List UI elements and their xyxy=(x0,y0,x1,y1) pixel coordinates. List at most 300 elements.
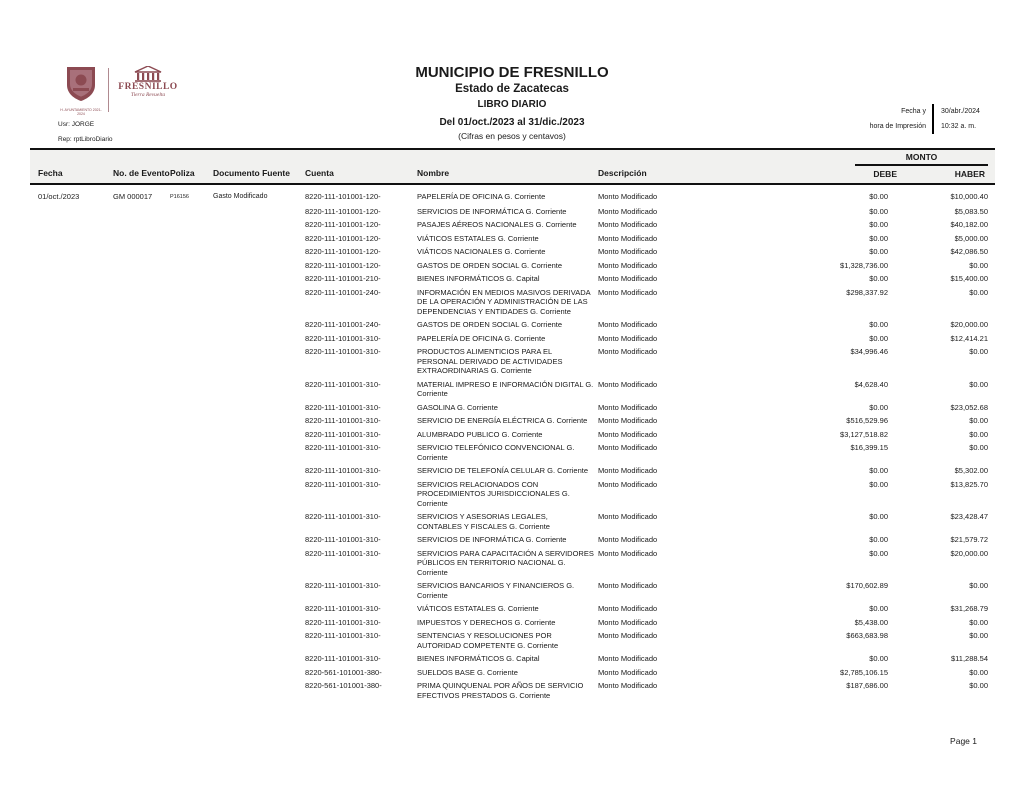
cell-cuenta: 8220-111-101001-310- xyxy=(305,548,381,558)
cell-poliza xyxy=(170,274,213,284)
table-row xyxy=(30,332,995,346)
print-label-line1: Fecha y xyxy=(901,108,926,115)
cell-cuenta: 8220-111-101001-310- xyxy=(305,535,381,544)
cell-fecha xyxy=(38,668,113,678)
cell-nombre: BIENES INFORMÁTICOS G. Capital xyxy=(417,654,540,663)
cell-fuente xyxy=(213,618,305,628)
cell-cuenta: 8220-111-101001-310- xyxy=(305,429,381,439)
cell-poliza xyxy=(170,604,213,614)
cell-cuenta: 8220-111-101001-310- xyxy=(305,654,381,663)
cell-poliza xyxy=(170,288,213,317)
cell-nombre: SUELDOS BASE G. Corriente xyxy=(417,667,518,677)
cell-nombre: SERVICIOS DE INFORMÁTICA G. Corriente xyxy=(417,535,567,544)
cell-fuente xyxy=(213,274,305,284)
cell-debe: $0.00 xyxy=(869,479,888,489)
cell-fuente: Gasto Modificado xyxy=(213,193,268,200)
table-row xyxy=(30,478,995,511)
cell-descripcion: Monto Modificado xyxy=(598,220,658,229)
cell-evento xyxy=(113,549,170,578)
cell-descripcion: Monto Modificado xyxy=(598,233,658,243)
cell-descripcion: Monto Modificado xyxy=(598,466,658,475)
cell-haber: $21,579.72 xyxy=(950,535,988,544)
cell-nombre: SERVICIOS DE INFORMÁTICA G. Corriente xyxy=(417,206,567,216)
cell-cuenta: 8220-111-101001-310- xyxy=(305,347,381,356)
cell-fecha xyxy=(38,380,113,399)
cell-haber: $0.00 xyxy=(969,260,988,270)
cell-haber: $0.00 xyxy=(969,416,988,425)
table-row xyxy=(30,464,995,478)
cell-poliza xyxy=(170,466,213,476)
table-row xyxy=(30,318,995,332)
cell-evento xyxy=(113,654,170,664)
cell-haber: $0.00 xyxy=(969,667,988,677)
cell-debe: $0.00 xyxy=(869,548,888,558)
cell-descripcion: Monto Modificado xyxy=(598,654,658,663)
cell-evento xyxy=(113,220,170,230)
cell-cuenta: 8220-111-101001-310- xyxy=(305,416,381,425)
print-date: 30/abr./2024 xyxy=(932,104,994,119)
cell-descripcion: Monto Modificado xyxy=(598,535,658,544)
monto-header xyxy=(855,150,988,183)
cell-nombre: SERVICIOS PARA CAPACITACIÓN A SERVIDORES PÚBLICOS EN TERRITORIO NACIONAL G. Corriente xyxy=(417,548,594,577)
cell-fuente xyxy=(213,443,305,462)
cell-poliza xyxy=(170,220,213,230)
cell-fuente xyxy=(213,380,305,399)
cell-haber: $0.00 xyxy=(969,379,988,389)
cell-haber: $13,825.70 xyxy=(950,479,988,489)
table-row xyxy=(30,286,995,319)
cell-debe: $516,529.96 xyxy=(846,416,888,425)
cell-evento xyxy=(113,234,170,244)
cell-debe: $0.00 xyxy=(869,512,888,521)
cell-haber: $31,268.79 xyxy=(950,604,988,613)
cell-nombre: SERVICIO DE ENERGÍA ELÉCTRICA G. Corriente xyxy=(417,416,588,425)
cell-nombre: GASOLINA G. Corriente xyxy=(417,402,498,412)
cell-descripcion: Monto Modificado xyxy=(598,379,658,389)
cell-poliza xyxy=(170,581,213,600)
cell-fecha xyxy=(38,274,113,284)
cell-cuenta: 8220-111-101001-310- xyxy=(305,581,381,590)
cell-fuente xyxy=(213,247,305,257)
table-header xyxy=(30,148,995,185)
cell-descripcion: Monto Modificado xyxy=(598,429,658,439)
cell-debe: $0.00 xyxy=(869,220,888,229)
cell-fecha xyxy=(38,581,113,600)
cell-fuente xyxy=(213,631,305,650)
header-fuente: Documento Fuente xyxy=(213,168,290,178)
cell-poliza: P16156 xyxy=(170,194,189,200)
cell-evento xyxy=(113,334,170,344)
cell-descripcion: Monto Modificado xyxy=(598,681,658,690)
cell-evento xyxy=(113,681,170,700)
cell-poliza xyxy=(170,618,213,628)
table-row xyxy=(30,245,995,259)
cell-haber: $0.00 xyxy=(969,631,988,640)
cell-haber: $10,000.40 xyxy=(950,192,988,201)
cell-fecha xyxy=(38,443,113,462)
cell-fuente xyxy=(213,334,305,344)
cell-cuenta: 8220-111-101001-310- xyxy=(305,379,381,389)
cell-nombre: PASAJES AÉREOS NACIONALES G. Corriente xyxy=(417,220,577,229)
cell-nombre: SERVICIO TELEFÓNICO CONVENCIONAL G. Corriente xyxy=(417,443,575,462)
cell-debe: $4,628.40 xyxy=(854,379,888,389)
cell-debe: $170,602.89 xyxy=(846,581,888,590)
cell-evento xyxy=(113,288,170,317)
cell-nombre: INFORMACIÓN EN MEDIOS MASIVOS DERIVADA DE LA OPERACIÓN Y ADMINISTRACIÓN DE LAS DEPENDENCIAS Y ENTIDADES G. Corriente xyxy=(417,287,591,316)
cell-debe: $0.00 xyxy=(869,604,888,613)
cell-evento xyxy=(113,512,170,531)
cell-poliza xyxy=(170,535,213,545)
cell-evento xyxy=(113,581,170,600)
cell-fuente xyxy=(213,234,305,244)
cell-debe: $0.00 xyxy=(869,247,888,256)
cell-evento xyxy=(113,347,170,376)
cell-fuente xyxy=(213,681,305,700)
cell-poliza xyxy=(170,430,213,440)
table-body xyxy=(30,190,995,702)
cell-nombre: GASTOS DE ORDEN SOCIAL G. Corriente xyxy=(417,260,563,270)
cell-haber: $0.00 xyxy=(969,287,988,297)
cell-fecha: 01/oct./2023 xyxy=(38,192,80,201)
cell-fecha xyxy=(38,334,113,344)
cell-evento xyxy=(113,403,170,413)
cell-descripcion: Monto Modificado xyxy=(598,667,658,677)
cell-debe: $0.00 xyxy=(869,466,888,475)
table-row xyxy=(30,679,995,702)
cell-cuenta: 8220-111-101001-120- xyxy=(305,233,381,243)
cell-fuente xyxy=(213,403,305,413)
cell-cuenta: 8220-111-101001-240- xyxy=(305,287,381,297)
cell-evento xyxy=(113,416,170,426)
table-row xyxy=(30,259,995,273)
cell-descripcion: Monto Modificado xyxy=(598,333,658,343)
cell-evento xyxy=(113,480,170,509)
cell-descripcion: Monto Modificado xyxy=(598,260,658,270)
cell-fecha xyxy=(38,403,113,413)
cell-evento xyxy=(113,320,170,330)
cell-fuente xyxy=(213,535,305,545)
cell-fecha xyxy=(38,430,113,440)
cell-haber: $5,083.50 xyxy=(954,206,988,216)
cell-evento xyxy=(113,380,170,399)
cell-debe: $1,328,736.00 xyxy=(840,260,888,270)
cell-fuente xyxy=(213,466,305,476)
cell-descripcion: Monto Modificado xyxy=(598,617,658,627)
cell-debe: $0.00 xyxy=(869,320,888,329)
table-row xyxy=(30,190,995,205)
cell-evento xyxy=(113,274,170,284)
table-row xyxy=(30,218,995,232)
cell-fecha xyxy=(38,234,113,244)
cell-fecha xyxy=(38,480,113,509)
cell-cuenta: 8220-111-101001-240- xyxy=(305,320,381,329)
cell-nombre: PAPELERÍA DE OFICINA G. Corriente xyxy=(417,333,546,343)
user-label: Usr: JORGE xyxy=(58,121,95,128)
header-evento: No. de Evento xyxy=(113,168,170,178)
cell-cuenta: 8220-561-101001-380- xyxy=(305,667,382,677)
cell-evento xyxy=(113,535,170,545)
cell-haber: $5,000.00 xyxy=(954,233,988,243)
cell-nombre: GASTOS DE ORDEN SOCIAL G. Corriente xyxy=(417,320,563,329)
cell-nombre: ALUMBRADO PUBLICO G. Corriente xyxy=(417,429,543,439)
table-row xyxy=(30,428,995,442)
table-row xyxy=(30,629,995,652)
user-report-info xyxy=(58,117,113,147)
cell-haber: $42,086.50 xyxy=(950,247,988,256)
cell-cuenta: 8220-111-101001-310- xyxy=(305,479,381,489)
cell-nombre: VIÁTICOS ESTATALES G. Corriente xyxy=(417,233,539,243)
cell-evento xyxy=(113,430,170,440)
cell-debe: $0.00 xyxy=(869,333,888,343)
cell-poliza xyxy=(170,654,213,664)
cell-poliza xyxy=(170,512,213,531)
cell-nombre: PAPELERÍA DE OFICINA G. Corriente xyxy=(417,192,546,201)
table-row xyxy=(30,441,995,464)
cell-descripcion: Monto Modificado xyxy=(598,206,658,216)
cell-evento xyxy=(113,207,170,217)
cell-nombre: MATERIAL IMPRESO E INFORMACIÓN DIGITAL G. Corriente xyxy=(417,379,594,398)
cell-cuenta: 8220-111-101001-310- xyxy=(305,333,381,343)
cell-descripcion: Monto Modificado xyxy=(598,287,658,297)
cell-haber: $23,052.68 xyxy=(950,402,988,412)
cell-fecha xyxy=(38,466,113,476)
cell-cuenta: 8220-111-101001-120- xyxy=(305,192,381,201)
cell-evento xyxy=(113,618,170,628)
cell-cuenta: 8220-111-101001-120- xyxy=(305,220,381,229)
cell-cuenta: 8220-111-101001-310- xyxy=(305,604,381,613)
table-row xyxy=(30,666,995,680)
cell-descripcion: Monto Modificado xyxy=(598,402,658,412)
wordmark-slogan: Tierra Revuelta xyxy=(130,92,166,98)
cell-fuente xyxy=(213,512,305,531)
cell-evento xyxy=(113,247,170,257)
table-row xyxy=(30,401,995,415)
cell-nombre: VIÁTICOS NACIONALES G. Corriente xyxy=(417,247,546,256)
cell-debe: $0.00 xyxy=(869,233,888,243)
cell-fuente xyxy=(213,347,305,376)
cell-poliza xyxy=(170,234,213,244)
cell-haber: $20,000.00 xyxy=(950,548,988,558)
cell-haber: $5,302.00 xyxy=(954,466,988,475)
cell-nombre: PRIMA QUINQUENAL POR AÑOS DE SERVICIO EFECTIVOS PRESTADOS G. Corriente xyxy=(417,681,584,700)
cell-evento xyxy=(113,466,170,476)
cell-debe: $0.00 xyxy=(869,654,888,663)
cell-descripcion: Monto Modificado xyxy=(598,320,658,329)
cell-haber: $0.00 xyxy=(969,681,988,690)
cell-nombre: SERVICIO DE TELEFONÍA CELULAR G. Corriente xyxy=(417,466,589,475)
state-subtitle: Estado de Zacatecas xyxy=(455,83,569,95)
cell-poliza xyxy=(170,247,213,257)
cell-debe: $187,686.00 xyxy=(846,681,888,690)
cell-cuenta: 8220-111-101001-120- xyxy=(305,247,381,256)
cell-evento xyxy=(113,631,170,650)
cell-fuente xyxy=(213,416,305,426)
cell-descripcion: Monto Modificado xyxy=(598,548,658,558)
cell-descripcion: Monto Modificado xyxy=(598,347,658,356)
cell-evento xyxy=(113,261,170,271)
cell-poliza xyxy=(170,443,213,462)
print-label-line2: hora de Impresión xyxy=(869,123,926,130)
cell-poliza xyxy=(170,347,213,376)
table-row xyxy=(30,533,995,547)
cell-cuenta: 8220-111-101001-310- xyxy=(305,466,381,475)
cell-poliza xyxy=(170,549,213,578)
cell-fecha xyxy=(38,654,113,664)
cell-nombre: SERVICIOS Y ASESORIAS LEGALES, CONTABLES Y FISCALES G. Corriente xyxy=(417,512,550,531)
cell-haber: $0.00 xyxy=(969,347,988,356)
cell-fecha xyxy=(38,604,113,614)
cell-fuente xyxy=(213,261,305,271)
table-row xyxy=(30,345,995,378)
cell-cuenta: 8220-111-101001-310- xyxy=(305,617,381,627)
cell-nombre: BIENES INFORMÁTICOS G. Capital xyxy=(417,274,540,283)
cell-haber: $0.00 xyxy=(969,429,988,439)
cell-debe: $0.00 xyxy=(869,206,888,216)
cell-poliza xyxy=(170,631,213,650)
cell-poliza xyxy=(170,320,213,330)
cell-fecha xyxy=(38,631,113,650)
cell-fecha xyxy=(38,347,113,376)
cell-cuenta: 8220-111-101001-310- xyxy=(305,512,381,521)
cell-poliza xyxy=(170,207,213,217)
cell-evento xyxy=(113,443,170,462)
cell-debe: $0.00 xyxy=(869,402,888,412)
header-nombre: Nombre xyxy=(417,168,450,178)
cell-cuenta: 8220-561-101001-380- xyxy=(305,681,382,690)
cell-fuente xyxy=(213,604,305,614)
cell-fecha xyxy=(38,261,113,271)
report-name: LIBRO DIARIO xyxy=(477,99,547,110)
cell-fuente xyxy=(213,654,305,664)
table-row xyxy=(30,579,995,602)
header-monto: MONTO xyxy=(855,152,988,166)
cell-descripcion: Monto Modificado xyxy=(598,604,658,613)
cell-poliza xyxy=(170,403,213,413)
cell-debe: $5,438.00 xyxy=(854,617,888,627)
cell-descripcion: Monto Modificado xyxy=(598,479,658,489)
cell-haber: $11,288.54 xyxy=(951,654,988,663)
cell-fuente xyxy=(213,430,305,440)
cell-haber: $12,414.21 xyxy=(950,333,988,343)
cell-fuente xyxy=(213,320,305,330)
cell-fecha xyxy=(38,535,113,545)
cell-haber: $15,400.00 xyxy=(950,274,988,283)
page-number: Page 1 xyxy=(950,736,977,746)
header-haber: HABER xyxy=(954,169,985,179)
cell-cuenta: 8220-111-101001-210- xyxy=(305,274,381,283)
cell-fecha xyxy=(38,207,113,217)
cell-haber: $20,000.00 xyxy=(950,320,988,329)
cell-nombre: SERVICIOS RELACIONADOS CON PROCEDIMIENTOS JURISDICCIONALES G. Corriente xyxy=(417,479,570,508)
cell-debe: $0.00 xyxy=(869,274,888,283)
header-descripcion: Descripción xyxy=(598,168,647,178)
cell-cuenta: 8220-111-101001-310- xyxy=(305,443,381,452)
cell-poliza xyxy=(170,681,213,700)
cell-fuente xyxy=(213,581,305,600)
cell-descripcion: Monto Modificado xyxy=(598,274,658,283)
cell-poliza xyxy=(170,380,213,399)
date-range: Del 01/oct./2023 al 31/dic./2023 xyxy=(439,117,585,128)
cell-fecha xyxy=(38,220,113,230)
cell-haber: $0.00 xyxy=(969,443,988,452)
cell-nombre: VIÁTICOS ESTATALES G. Corriente xyxy=(417,604,539,613)
header-poliza: Poliza xyxy=(170,168,195,178)
cell-fecha xyxy=(38,512,113,531)
print-info xyxy=(870,104,994,134)
cell-debe: $0.00 xyxy=(869,535,888,544)
cell-fuente xyxy=(213,480,305,509)
page-title: MUNICIPIO DE FRESNILLO xyxy=(415,64,609,81)
cell-poliza xyxy=(170,261,213,271)
cell-nombre: PRODUCTOS ALIMENTICIOS PARA EL PERSONAL DERIVADO DE ACTIVIDADES EXTRAORDINARIAS G. Corriente xyxy=(417,347,563,375)
table-row xyxy=(30,205,995,219)
cell-debe: $2,785,106.15 xyxy=(840,667,888,677)
cell-haber: $0.00 xyxy=(969,581,988,590)
cell-evento xyxy=(113,604,170,614)
cell-debe: $16,399.15 xyxy=(850,443,888,452)
cell-fuente xyxy=(213,288,305,317)
cell-cuenta: 8220-111-101001-120- xyxy=(305,206,381,216)
header-debe: DEBE xyxy=(873,169,897,179)
cell-descripcion: Monto Modificado xyxy=(598,581,658,590)
cell-cuenta: 8220-111-101001-310- xyxy=(305,402,381,412)
report-label: Rep: rptLibroDiario xyxy=(58,136,113,143)
cell-descripcion: Monto Modificado xyxy=(598,443,658,452)
header-fecha: Fecha xyxy=(38,168,63,178)
cell-poliza xyxy=(170,668,213,678)
cell-fecha xyxy=(38,288,113,317)
cell-fuente xyxy=(213,207,305,217)
cell-nombre: SENTENCIAS Y RESOLUCIONES POR AUTORIDAD COMPETENTE G. Corriente xyxy=(417,631,559,650)
cell-poliza xyxy=(170,416,213,426)
monto-subheaders xyxy=(855,169,988,179)
cell-haber: $40,182.00 xyxy=(950,220,988,229)
cell-fecha xyxy=(38,247,113,257)
cell-debe: $34,996.46 xyxy=(850,347,888,356)
cell-nombre: SERVICIOS BANCARIOS Y FINANCIEROS G. Corriente xyxy=(417,581,575,600)
cell-debe: $3,127,518.82 xyxy=(840,429,888,439)
print-time: 10:32 a. m. xyxy=(932,119,994,134)
table-row xyxy=(30,616,995,630)
cell-fuente xyxy=(213,668,305,678)
cell-descripcion: Monto Modificado xyxy=(598,192,658,201)
crest-caption: H. AYUNTAMIENTO 2021-2024 xyxy=(60,108,102,116)
cell-poliza xyxy=(170,334,213,344)
cell-descripcion: Monto Modificado xyxy=(598,416,658,425)
cell-fecha xyxy=(38,416,113,426)
cifras-note: (Cifras en pesos y centavos) xyxy=(458,131,566,141)
cell-debe: $663,683.98 xyxy=(846,631,888,640)
cell-descripcion: Monto Modificado xyxy=(598,631,658,640)
table-row xyxy=(30,378,995,401)
cell-haber: $0.00 xyxy=(969,617,988,627)
cell-evento: GM 000017 xyxy=(113,192,153,201)
cell-haber: $23,428.47 xyxy=(950,512,988,521)
table-row xyxy=(30,510,995,533)
table-row xyxy=(30,414,995,428)
table-row xyxy=(30,547,995,580)
cell-cuenta: 8220-111-101001-310- xyxy=(305,631,381,640)
wordmark-name: FRESNILLO xyxy=(118,82,178,92)
cell-fuente xyxy=(213,549,305,578)
cell-fuente xyxy=(213,220,305,230)
cell-fecha xyxy=(38,320,113,330)
table-row xyxy=(30,232,995,246)
cell-poliza xyxy=(170,480,213,509)
cell-cuenta: 8220-111-101001-120- xyxy=(305,260,381,270)
cell-descripcion: Monto Modificado xyxy=(598,247,658,256)
cell-evento xyxy=(113,668,170,678)
